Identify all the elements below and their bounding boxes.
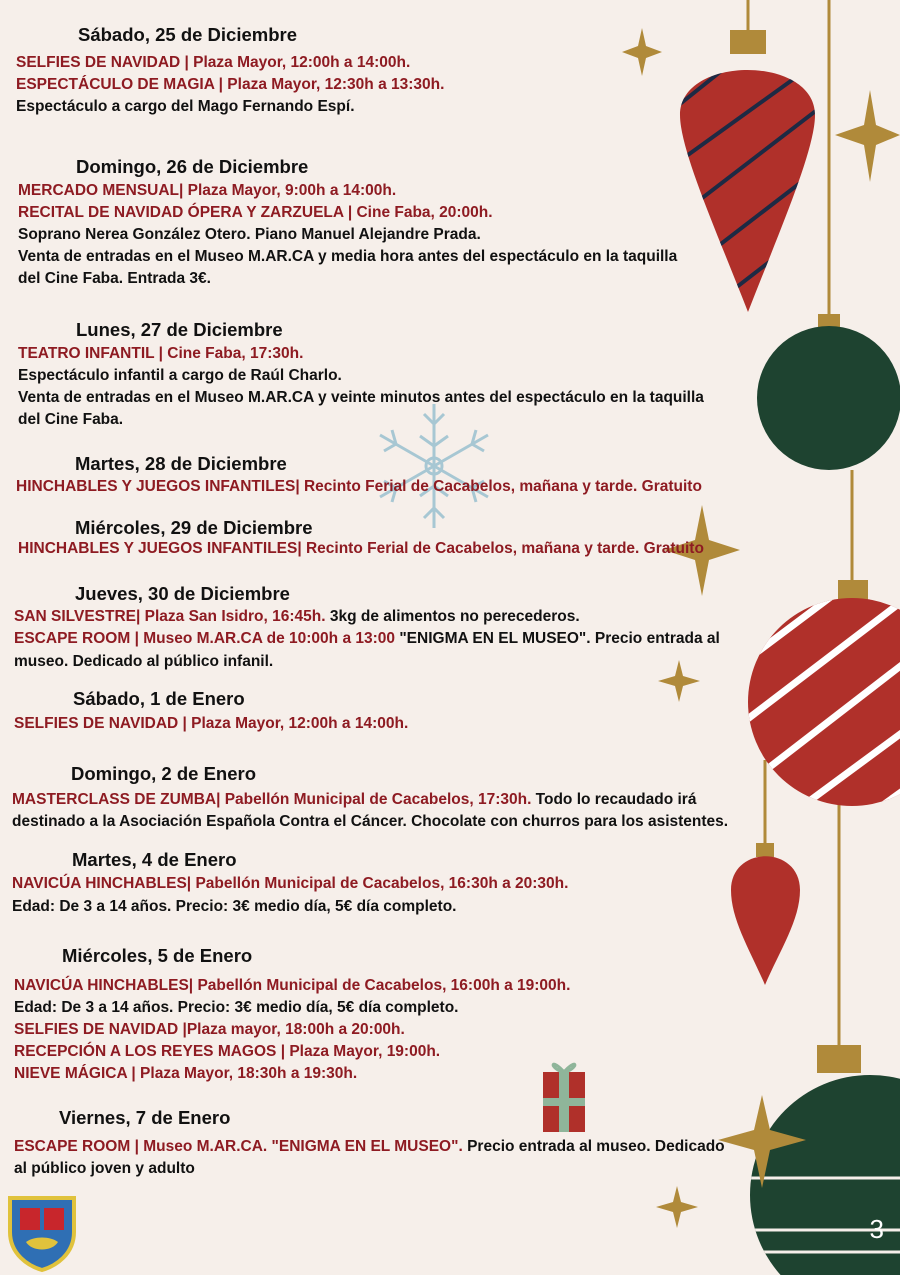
day-heading: Domingo, 2 de Enero <box>71 763 257 784</box>
event-detail: del Cine Faba. <box>18 411 124 428</box>
day-heading: Miércoles, 29 de Diciembre <box>75 517 313 538</box>
event-detail: Soprano Nerea González Otero. Piano Manuel Alejandre Prada. <box>18 226 481 243</box>
event-detail: museo. Dedicado al público infanil. <box>14 653 274 670</box>
event-title: TEATRO INFANTIL | Cine Faba, 17:30h. <box>18 345 304 362</box>
day-heading: Domingo, 26 de Diciembre <box>76 156 309 177</box>
event-detail: al público joven y adulto <box>14 1160 195 1177</box>
day-heading: Viernes, 7 de Enero <box>59 1107 231 1128</box>
event-line <box>14 713 408 735</box>
event-detail: destinado a la Asociación Española Contra el Cáncer. Chocolate con churros para los asistentes. <box>12 813 729 830</box>
day-heading: Sábado, 1 de Enero <box>73 688 245 709</box>
event-title: HINCHABLES Y JUEGOS INFANTILES| Recinto Ferial de Cacabelos, mañana y tarde. Gratuito <box>18 540 704 557</box>
event-title: NIEVE MÁGICA | Plaza Mayor, 18:30h a 19:30h. <box>14 1065 358 1082</box>
event-line <box>12 873 568 895</box>
event-line <box>12 789 696 811</box>
event-line <box>18 538 704 560</box>
event-detail: Precio entrada al museo. Dedicado <box>462 1138 725 1155</box>
event-title: ESCAPE ROOM | Museo M.AR.CA. "ENIGMA EN EL MUSEO". <box>14 1138 463 1155</box>
event-title: ESPECTÁCULO DE MAGIA | Plaza Mayor, 12:30h a 13:30h. <box>16 76 445 93</box>
event-line <box>18 365 342 387</box>
event-detail: Venta de entradas en el Museo M.AR.CA y media hora antes del espectáculo en la taquilla <box>18 248 678 265</box>
event-title: HINCHABLES Y JUEGOS INFANTILES| Recinto Ferial de Cacabelos, mañana y tarde. Gratuito <box>16 478 702 495</box>
event-line <box>18 180 396 202</box>
event-line <box>16 96 355 118</box>
day-heading: Sábado, 25 de Diciembre <box>78 24 298 45</box>
event-line <box>14 1063 357 1085</box>
event-line <box>18 246 677 268</box>
event-line <box>14 1158 195 1180</box>
event-line <box>18 202 493 224</box>
event-title: NAVICÚA HINCHABLES| Pabellón Municipal de Cacabelos, 16:00h a 19:00h. <box>14 977 571 994</box>
event-line <box>18 409 123 431</box>
event-title: MASTERCLASS DE ZUMBA| Pabellón Municipal de Cacabelos, 17:30h. <box>12 791 532 808</box>
event-line <box>12 811 728 833</box>
event-title: RECITAL DE NAVIDAD ÓPERA Y ZARZUELA | Cine Faba, 20:00h. <box>18 204 493 221</box>
event-detail: "ENIGMA EN EL MUSEO". Precio entrada al <box>395 630 720 647</box>
event-line <box>14 1136 725 1158</box>
event-line <box>16 74 444 96</box>
event-detail: Edad: De 3 a 14 años. Precio: 3€ medio día, 5€ día completo. <box>12 898 457 915</box>
event-detail: Espectáculo a cargo del Mago Fernando Espí. <box>16 98 355 115</box>
event-line <box>12 896 456 918</box>
day-heading: Miércoles, 5 de Enero <box>62 945 253 966</box>
event-title: SELFIES DE NAVIDAD |Plaza mayor, 18:00h a 20:00h. <box>14 1021 405 1038</box>
event-line <box>14 606 580 628</box>
event-line <box>16 52 410 74</box>
event-title: ESCAPE ROOM | Museo M.AR.CA de 10:00h a 13:00 <box>14 630 396 647</box>
event-title: SELFIES DE NAVIDAD | Plaza Mayor, 12:00h a 14:00h. <box>16 54 411 71</box>
day-heading: Jueves, 30 de Diciembre <box>75 583 290 604</box>
event-title: RECEPCIÓN A LOS REYES MAGOS | Plaza Mayor, 19:00h. <box>14 1043 441 1060</box>
event-title: MERCADO MENSUAL| Plaza Mayor, 9:00h a 14:00h. <box>18 182 397 199</box>
event-line <box>16 476 702 498</box>
event-detail: Edad: De 3 a 14 años. Precio: 3€ medio día, 5€ día completo. <box>14 999 459 1016</box>
event-line <box>14 1019 405 1041</box>
event-title: NAVICÚA HINCHABLES| Pabellón Municipal de Cacabelos, 16:30h a 20:30h. <box>12 875 569 892</box>
day-heading: Martes, 28 de Diciembre <box>75 453 287 474</box>
day-heading: Lunes, 27 de Diciembre <box>76 319 283 340</box>
event-detail: Espectáculo infantil a cargo de Raúl Charlo. <box>18 367 342 384</box>
event-title: SAN SILVESTRE| Plaza San Isidro, 16:45h. <box>14 608 326 625</box>
event-detail: Venta de entradas en el Museo M.AR.CA y veinte minutos antes del espectáculo en la taquilla <box>18 389 704 406</box>
event-line <box>14 628 720 650</box>
town-coat-of-arms-icon <box>6 1192 78 1272</box>
event-line <box>14 651 273 673</box>
event-line <box>18 268 211 290</box>
event-line <box>14 1041 440 1063</box>
page-number: 3 <box>869 1214 884 1244</box>
day-heading: Martes, 4 de Enero <box>72 849 237 870</box>
event-detail: Todo lo recaudado irá <box>531 791 697 808</box>
event-detail: 3kg de alimentos no perecederos. <box>325 608 580 625</box>
event-detail: del Cine Faba. Entrada 3€. <box>18 270 211 287</box>
event-line <box>14 997 458 1019</box>
event-line <box>18 343 303 365</box>
event-line <box>14 975 570 997</box>
event-line <box>18 387 704 409</box>
event-title: SELFIES DE NAVIDAD | Plaza Mayor, 12:00h a 14:00h. <box>14 715 409 732</box>
event-line <box>18 224 481 246</box>
